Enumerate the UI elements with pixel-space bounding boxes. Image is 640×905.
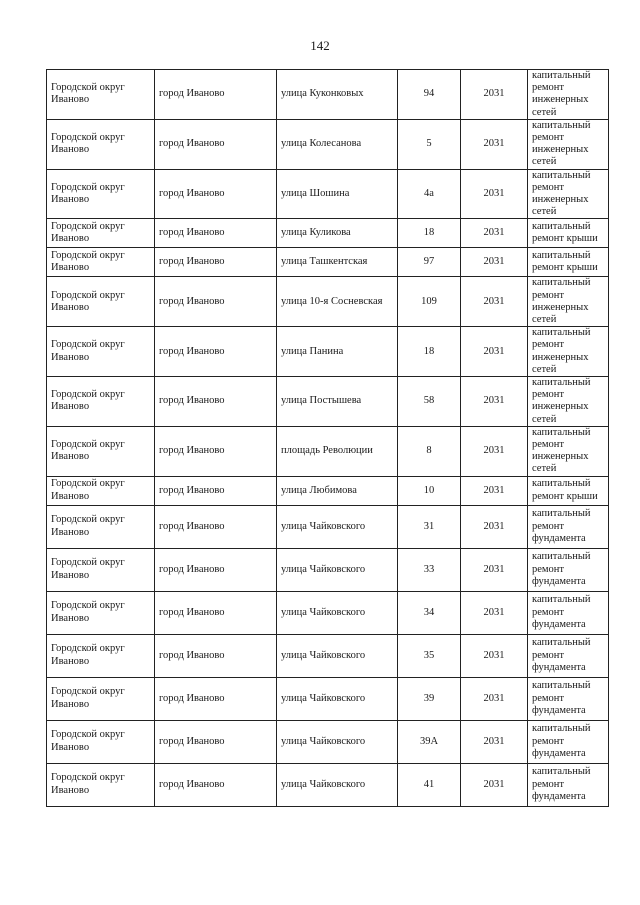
table-row [47, 720, 609, 763]
house-number-cell: 18 [398, 327, 461, 377]
house-number-cell: 31 [398, 505, 461, 548]
district-cell: Городской округ Иваново [47, 219, 155, 248]
house-number-cell: 97 [398, 248, 461, 277]
district-cell: Городской округ Иваново [47, 677, 155, 720]
year-cell: 2031 [461, 277, 528, 327]
house-number-cell: 109 [398, 277, 461, 327]
city-cell: город Иваново [155, 119, 277, 169]
district-cell: Городской округ Иваново [47, 763, 155, 806]
street-cell: улица Чайковского [277, 505, 398, 548]
year-cell: 2031 [461, 248, 528, 277]
house-number-cell: 18 [398, 219, 461, 248]
table-row [47, 591, 609, 634]
city-cell: город Иваново [155, 277, 277, 327]
year-cell: 2031 [461, 505, 528, 548]
year-cell: 2031 [461, 169, 528, 219]
district-cell: Городской округ Иваново [47, 377, 155, 427]
city-cell: город Иваново [155, 169, 277, 219]
district-cell: Городской округ Иваново [47, 327, 155, 377]
district-cell: Городской округ Иваново [47, 634, 155, 677]
street-cell: улица Чайковского [277, 548, 398, 591]
house-number-cell: 41 [398, 763, 461, 806]
work-type-cell: капитальный ремонт фундамента [528, 591, 609, 634]
city-cell: город Иваново [155, 248, 277, 277]
table-row [47, 634, 609, 677]
work-type-cell: капитальный ремонт инженерных сетей [528, 327, 609, 377]
work-type-cell: капитальный ремонт инженерных сетей [528, 70, 609, 120]
city-cell: город Иваново [155, 426, 277, 476]
district-cell: Городской округ Иваново [47, 505, 155, 548]
house-number-cell: 33 [398, 548, 461, 591]
table-row [47, 327, 609, 377]
housing-repair-table [46, 69, 609, 807]
table-row [47, 70, 609, 120]
year-cell: 2031 [461, 219, 528, 248]
table-row [47, 119, 609, 169]
district-cell: Городской округ Иваново [47, 426, 155, 476]
work-type-cell: капитальный ремонт фундамента [528, 548, 609, 591]
year-cell: 2031 [461, 548, 528, 591]
district-cell: Городской округ Иваново [47, 70, 155, 120]
house-number-cell: 58 [398, 377, 461, 427]
district-cell: Городской округ Иваново [47, 248, 155, 277]
work-type-cell: капитальный ремонт инженерных сетей [528, 377, 609, 427]
year-cell: 2031 [461, 677, 528, 720]
district-cell: Городской округ Иваново [47, 119, 155, 169]
year-cell: 2031 [461, 426, 528, 476]
street-cell: улица 10-я Сосневская [277, 277, 398, 327]
house-number-cell: 10 [398, 476, 461, 505]
street-cell: улица Ташкентская [277, 248, 398, 277]
city-cell: город Иваново [155, 70, 277, 120]
house-number-cell: 39А [398, 720, 461, 763]
work-type-cell: капитальный ремонт фундамента [528, 763, 609, 806]
city-cell: город Иваново [155, 591, 277, 634]
street-cell: улица Чайковского [277, 677, 398, 720]
work-type-cell: капитальный ремонт фундамента [528, 720, 609, 763]
table-row [47, 763, 609, 806]
table-row [47, 277, 609, 327]
year-cell: 2031 [461, 634, 528, 677]
year-cell: 2031 [461, 119, 528, 169]
street-cell: улица Постышева [277, 377, 398, 427]
table-row [47, 169, 609, 219]
work-type-cell: капитальный ремонт фундамента [528, 505, 609, 548]
district-cell: Городской округ Иваново [47, 591, 155, 634]
table-row [47, 377, 609, 427]
street-cell: улица Шошина [277, 169, 398, 219]
table-row [47, 426, 609, 476]
work-type-cell: капитальный ремонт инженерных сетей [528, 426, 609, 476]
work-type-cell: капитальный ремонт крыши [528, 476, 609, 505]
work-type-cell: капитальный ремонт фундамента [528, 634, 609, 677]
table-row [47, 548, 609, 591]
street-cell: улица Чайковского [277, 720, 398, 763]
street-cell: улица Чайковского [277, 763, 398, 806]
table-row [47, 476, 609, 505]
house-number-cell: 8 [398, 426, 461, 476]
city-cell: город Иваново [155, 476, 277, 505]
year-cell: 2031 [461, 763, 528, 806]
year-cell: 2031 [461, 720, 528, 763]
work-type-cell: капитальный ремонт крыши [528, 219, 609, 248]
year-cell: 2031 [461, 327, 528, 377]
district-cell: Городской округ Иваново [47, 476, 155, 505]
district-cell: Городской округ Иваново [47, 277, 155, 327]
district-cell: Городской округ Иваново [47, 720, 155, 763]
city-cell: город Иваново [155, 634, 277, 677]
city-cell: город Иваново [155, 720, 277, 763]
work-type-cell: капитальный ремонт фундамента [528, 677, 609, 720]
street-cell: улица Любимова [277, 476, 398, 505]
city-cell: город Иваново [155, 377, 277, 427]
year-cell: 2031 [461, 70, 528, 120]
district-cell: Городской округ Иваново [47, 169, 155, 219]
work-type-cell: капитальный ремонт инженерных сетей [528, 119, 609, 169]
city-cell: город Иваново [155, 548, 277, 591]
city-cell: город Иваново [155, 763, 277, 806]
work-type-cell: капитальный ремонт крыши [528, 248, 609, 277]
page-number: 142 [310, 38, 330, 53]
street-cell: улица Чайковского [277, 634, 398, 677]
house-number-cell: 39 [398, 677, 461, 720]
house-number-cell: 5 [398, 119, 461, 169]
street-cell: улица Куконковых [277, 70, 398, 120]
house-number-cell: 35 [398, 634, 461, 677]
table-row [47, 505, 609, 548]
street-cell: улица Чайковского [277, 591, 398, 634]
district-cell: Городской округ Иваново [47, 548, 155, 591]
street-cell: улица Колесанова [277, 119, 398, 169]
street-cell: улица Куликова [277, 219, 398, 248]
street-cell: площадь Революции [277, 426, 398, 476]
table-row [47, 248, 609, 277]
year-cell: 2031 [461, 591, 528, 634]
city-cell: город Иваново [155, 327, 277, 377]
street-cell: улица Панина [277, 327, 398, 377]
year-cell: 2031 [461, 476, 528, 505]
house-number-cell: 4а [398, 169, 461, 219]
city-cell: город Иваново [155, 677, 277, 720]
table-row [47, 219, 609, 248]
city-cell: город Иваново [155, 505, 277, 548]
city-cell: город Иваново [155, 219, 277, 248]
work-type-cell: капитальный ремонт инженерных сетей [528, 169, 609, 219]
work-type-cell: капитальный ремонт инженерных сетей [528, 277, 609, 327]
house-number-cell: 94 [398, 70, 461, 120]
year-cell: 2031 [461, 377, 528, 427]
house-number-cell: 34 [398, 591, 461, 634]
table-row [47, 677, 609, 720]
